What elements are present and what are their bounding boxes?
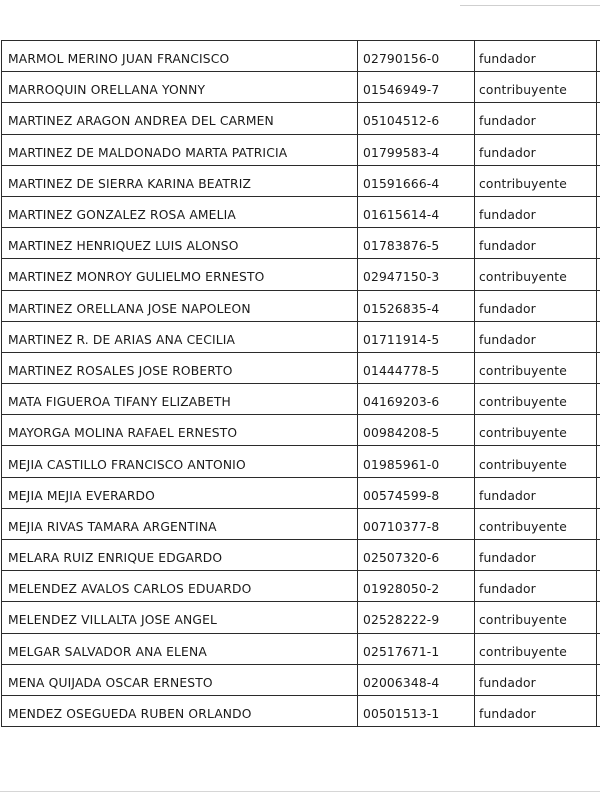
member-type: fundador: [479, 208, 536, 223]
member-type-cell: [475, 602, 597, 633]
member-type-cell: [475, 352, 597, 383]
member-type: contribuyente: [479, 176, 567, 191]
member-type: fundador: [479, 582, 536, 597]
member-type: contribuyente: [479, 644, 567, 659]
table-row: [2, 384, 600, 415]
member-name: MARTINEZ DE MALDONADO MARTA PATRICIA: [8, 145, 288, 160]
member-name: MELENDEZ AVALOS CARLOS EDUARDO: [8, 582, 252, 597]
member-id: 02528222-9: [363, 613, 440, 628]
member-name-cell: [2, 72, 358, 103]
member-type-cell: [475, 41, 597, 72]
member-type-cell: [475, 477, 597, 508]
member-type: contribuyente: [479, 395, 567, 410]
member-id: 02790156-0: [363, 52, 440, 67]
member-name-cell: [2, 508, 358, 539]
member-id-cell: [358, 103, 475, 134]
empty-cell: [597, 477, 600, 508]
member-type-cell: [475, 384, 597, 415]
member-name: MARTINEZ DE SIERRA KARINA BEATRIZ: [8, 176, 252, 191]
member-type: fundador: [479, 551, 536, 566]
member-type: fundador: [479, 52, 536, 67]
members-table: [1, 40, 600, 727]
member-type: fundador: [479, 332, 536, 347]
empty-cell: [597, 415, 600, 446]
member-id: 02947150-3: [363, 270, 440, 285]
member-name-cell: [2, 228, 358, 259]
member-id-cell: [358, 72, 475, 103]
member-id: 00710377-8: [363, 519, 440, 534]
member-type: fundador: [479, 675, 536, 690]
empty-cell: [597, 290, 600, 321]
member-type-cell: [475, 664, 597, 695]
member-id-cell: [358, 290, 475, 321]
member-name: MARTINEZ HENRIQUEZ LUIS ALONSO: [8, 239, 239, 254]
member-name: MAYORGA MOLINA RAFAEL ERNESTO: [8, 426, 238, 441]
table-row: [2, 228, 600, 259]
empty-cell: [597, 633, 600, 664]
empty-cell: [597, 72, 600, 103]
member-id-cell: [358, 415, 475, 446]
empty-cell: [597, 602, 600, 633]
member-type-cell: [475, 695, 597, 726]
member-type: fundador: [479, 239, 536, 254]
member-type-cell: [475, 72, 597, 103]
member-id: 01799583-4: [363, 145, 440, 160]
member-name-cell: [2, 540, 358, 571]
member-type-cell: [475, 259, 597, 290]
member-type-cell: [475, 196, 597, 227]
member-id: 01526835-4: [363, 301, 440, 316]
member-type-cell: [475, 228, 597, 259]
member-id: 01615614-4: [363, 208, 440, 223]
empty-cell: [597, 321, 600, 352]
table-row: [2, 446, 600, 477]
member-name: MARTINEZ ARAGON ANDREA DEL CARMEN: [8, 114, 274, 129]
member-name: MELENDEZ VILLALTA JOSE ANGEL: [8, 613, 217, 628]
table-row: [2, 259, 600, 290]
member-name-cell: [2, 352, 358, 383]
table-row: [2, 103, 600, 134]
member-id: 04169203-6: [363, 395, 440, 410]
member-type-cell: [475, 446, 597, 477]
table-row: [2, 508, 600, 539]
member-type-cell: [475, 571, 597, 602]
member-id-cell: [358, 602, 475, 633]
table-row: [2, 290, 600, 321]
member-name-cell: [2, 664, 358, 695]
member-id-cell: [358, 446, 475, 477]
member-id-cell: [358, 477, 475, 508]
member-id-cell: [358, 41, 475, 72]
table-row: [2, 352, 600, 383]
empty-cell: [597, 196, 600, 227]
member-id-cell: [358, 664, 475, 695]
table-row: [2, 540, 600, 571]
member-type-cell: [475, 508, 597, 539]
member-id-cell: [358, 228, 475, 259]
table-row: [2, 602, 600, 633]
empty-cell: [597, 352, 600, 383]
member-id-cell: [358, 695, 475, 726]
empty-cell: [597, 695, 600, 726]
member-type-cell: [475, 165, 597, 196]
member-id-cell: [358, 196, 475, 227]
empty-cell: [597, 540, 600, 571]
member-id-cell: [358, 571, 475, 602]
member-name-cell: [2, 602, 358, 633]
member-type: fundador: [479, 488, 536, 503]
member-name: MARTINEZ ORELLANA JOSE NAPOLEON: [8, 301, 251, 316]
member-name-cell: [2, 259, 358, 290]
empty-cell: [597, 228, 600, 259]
scan-edge-top: [460, 5, 600, 6]
empty-cell: [597, 41, 600, 72]
table-row: [2, 695, 600, 726]
member-type: fundador: [479, 707, 536, 722]
member-id: 02507320-6: [363, 551, 440, 566]
member-id-cell: [358, 321, 475, 352]
member-type: contribuyente: [479, 426, 567, 441]
empty-cell: [597, 508, 600, 539]
empty-cell: [597, 134, 600, 165]
member-id: 02006348-4: [363, 675, 440, 690]
member-id: 01711914-5: [363, 332, 440, 347]
member-name: MENDEZ OSEGUEDA RUBEN ORLANDO: [8, 707, 252, 722]
table-row: [2, 41, 600, 72]
member-type: fundador: [479, 114, 536, 129]
member-type-cell: [475, 290, 597, 321]
member-type-cell: [475, 540, 597, 571]
member-type-cell: [475, 134, 597, 165]
member-id: 00574599-8: [363, 488, 440, 503]
member-name: MEJIA RIVAS TAMARA ARGENTINA: [8, 519, 217, 534]
member-id: 01985961-0: [363, 457, 440, 472]
member-name-cell: [2, 571, 358, 602]
empty-cell: [597, 165, 600, 196]
member-type: contribuyente: [479, 457, 567, 472]
member-name-cell: [2, 633, 358, 664]
table-row: [2, 196, 600, 227]
member-name-cell: [2, 477, 358, 508]
member-id: 01783876-5: [363, 239, 440, 254]
empty-cell: [597, 259, 600, 290]
member-id-cell: [358, 384, 475, 415]
member-name-cell: [2, 415, 358, 446]
member-name-cell: [2, 446, 358, 477]
empty-cell: [597, 664, 600, 695]
member-type: contribuyente: [479, 519, 567, 534]
table-row: [2, 72, 600, 103]
member-name: MARTINEZ R. DE ARIAS ANA CECILIA: [8, 332, 236, 347]
member-id: 05104512-6: [363, 114, 440, 129]
member-type: contribuyente: [479, 363, 567, 378]
member-name-cell: [2, 165, 358, 196]
table-row: [2, 664, 600, 695]
member-name: MARROQUIN ORELLANA YONNY: [8, 83, 206, 98]
member-id-cell: [358, 352, 475, 383]
table-row: [2, 415, 600, 446]
member-name-cell: [2, 384, 358, 415]
member-name: MEJIA CASTILLO FRANCISCO ANTONIO: [8, 457, 246, 472]
member-name: MARTINEZ GONZALEZ ROSA AMELIA: [8, 208, 236, 223]
member-name-cell: [2, 134, 358, 165]
empty-cell: [597, 103, 600, 134]
member-type: contribuyente: [479, 270, 567, 285]
member-id: 01546949-7: [363, 83, 440, 98]
member-type: contribuyente: [479, 83, 567, 98]
member-name: MELGAR SALVADOR ANA ELENA: [8, 644, 207, 659]
member-type-cell: [475, 415, 597, 446]
table-row: [2, 633, 600, 664]
member-name: MENA QUIJADA OSCAR ERNESTO: [8, 675, 213, 690]
member-id: 00984208-5: [363, 426, 440, 441]
member-name: MEJIA MEJIA EVERARDO: [8, 488, 156, 503]
table-row: [2, 165, 600, 196]
member-name-cell: [2, 41, 358, 72]
member-id: 01444778-5: [363, 363, 440, 378]
member-name: MATA FIGUEROA TIFANY ELIZABETH: [8, 395, 231, 410]
member-name: MARTINEZ MONROY GULIELMO ERNESTO: [8, 270, 265, 285]
member-name-cell: [2, 290, 358, 321]
member-name: MARTINEZ ROSALES JOSE ROBERTO: [8, 363, 233, 378]
member-id: 01591666-4: [363, 176, 440, 191]
member-name: MELARA RUIZ ENRIQUE EDGARDO: [8, 551, 223, 566]
empty-cell: [597, 384, 600, 415]
member-name: MARMOL MERINO JUAN FRANCISCO: [8, 52, 230, 67]
member-type-cell: [475, 633, 597, 664]
member-type: fundador: [479, 301, 536, 316]
member-name-cell: [2, 103, 358, 134]
member-name-cell: [2, 196, 358, 227]
table-row: [2, 477, 600, 508]
table-row: [2, 134, 600, 165]
member-id: 01928050-2: [363, 582, 440, 597]
member-id-cell: [358, 134, 475, 165]
member-type: fundador: [479, 145, 536, 160]
member-id-cell: [358, 508, 475, 539]
member-id: 02517671-1: [363, 644, 440, 659]
member-id-cell: [358, 259, 475, 290]
table-row: [2, 321, 600, 352]
member-id-cell: [358, 540, 475, 571]
member-id-cell: [358, 165, 475, 196]
member-id-cell: [358, 633, 475, 664]
member-name-cell: [2, 321, 358, 352]
empty-cell: [597, 446, 600, 477]
empty-cell: [597, 571, 600, 602]
table-row: [2, 571, 600, 602]
member-id: 00501513-1: [363, 707, 440, 722]
member-type: contribuyente: [479, 613, 567, 628]
member-name-cell: [2, 695, 358, 726]
scan-edge-bottom: [0, 791, 600, 792]
member-type-cell: [475, 321, 597, 352]
member-type-cell: [475, 103, 597, 134]
